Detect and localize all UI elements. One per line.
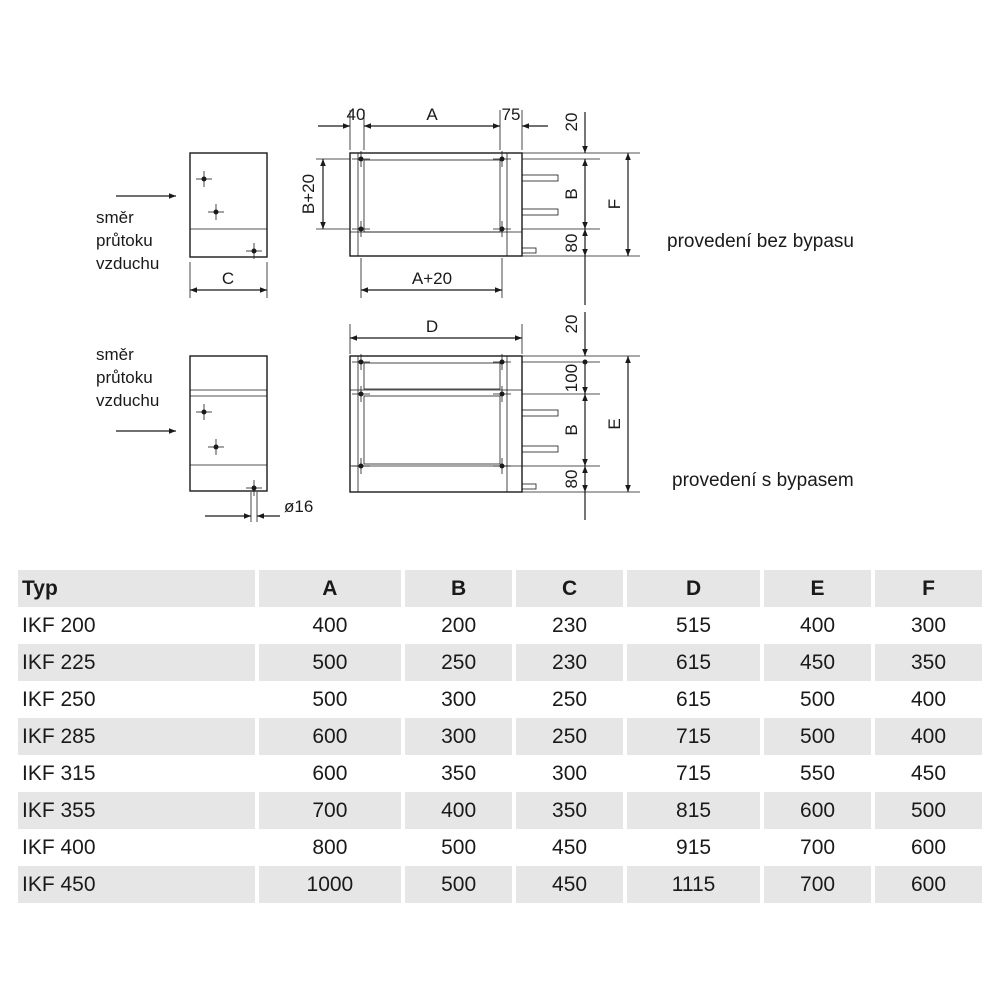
cell-b: 300 xyxy=(405,718,512,755)
dim-40: 40 xyxy=(346,105,366,124)
side-view-top xyxy=(190,153,267,298)
cell-c: 250 xyxy=(516,718,623,755)
cell-d: 715 xyxy=(627,718,760,755)
side-view-bottom xyxy=(190,356,313,522)
header-d: D xyxy=(627,570,760,607)
header-a: A xyxy=(259,570,402,607)
flow-label-bottom: směr průtoku vzduchu xyxy=(96,345,160,410)
cell-b: 400 xyxy=(405,792,512,829)
cell-f: 450 xyxy=(910,761,947,785)
caption-without-bypass: provedení bez bypasu xyxy=(667,231,854,252)
table-header-row xyxy=(18,570,982,607)
table-row xyxy=(18,755,982,792)
cell-a: 500 xyxy=(259,644,402,681)
cell-e: 500 xyxy=(764,718,871,755)
flow-label-top: směr průtoku vzduchu xyxy=(96,208,160,273)
cell-e: 400 xyxy=(800,613,836,637)
caption-with-bypass: provedení s bypasem xyxy=(672,470,854,491)
dim-d: D xyxy=(425,317,439,336)
dim-a: A xyxy=(426,105,438,124)
cell-b: 200 xyxy=(441,613,477,637)
header-f: F xyxy=(875,570,982,607)
cell-b: 300 xyxy=(441,687,477,711)
cell-a: 400 xyxy=(312,613,348,637)
table-row xyxy=(18,607,982,644)
cell-b: 500 xyxy=(405,866,512,903)
cell-d: 715 xyxy=(676,761,712,785)
cell-d: 615 xyxy=(676,687,712,711)
cell-f: 500 xyxy=(875,792,982,829)
cell-typ: IKF 225 xyxy=(18,644,255,681)
cell-typ: IKF 355 xyxy=(18,792,255,829)
dim-80-bottom: 80 xyxy=(562,469,581,489)
header-b: B xyxy=(405,570,512,607)
cell-c: 350 xyxy=(516,792,623,829)
cell-f: 600 xyxy=(910,835,947,859)
cell-d: 815 xyxy=(627,792,760,829)
cell-e: 500 xyxy=(800,687,836,711)
cell-e: 600 xyxy=(764,792,871,829)
dim-f: F xyxy=(605,198,624,210)
dim-b-bottom: B xyxy=(562,424,581,436)
dim-c: C xyxy=(221,269,235,288)
cell-d: 515 xyxy=(676,613,712,637)
cell-c: 230 xyxy=(552,613,588,637)
cell-b: 250 xyxy=(405,644,512,681)
cell-a: 1000 xyxy=(259,866,402,903)
dim-75: 75 xyxy=(501,105,521,124)
header-c: C xyxy=(516,570,623,607)
table-row xyxy=(18,792,982,829)
cell-c: 230 xyxy=(516,644,623,681)
table-row xyxy=(18,718,982,755)
table-row xyxy=(18,681,982,718)
dim-diameter-16: ø16 xyxy=(284,497,314,516)
dim-a-plus-20: A+20 xyxy=(411,269,453,288)
cell-d: 915 xyxy=(676,835,712,859)
dim-20-top: 20 xyxy=(562,112,581,132)
cell-typ: IKF 200 xyxy=(22,613,96,637)
cell-typ: IKF 315 xyxy=(22,761,96,785)
cell-e: 700 xyxy=(800,835,836,859)
header-e: E xyxy=(764,570,871,607)
cell-f: 350 xyxy=(875,644,982,681)
cell-a: 700 xyxy=(259,792,402,829)
cell-c: 300 xyxy=(552,761,588,785)
dimension-table xyxy=(14,570,986,903)
cell-f: 300 xyxy=(910,613,947,637)
header-typ: Typ xyxy=(18,570,255,607)
cell-a: 600 xyxy=(259,718,402,755)
dim-e: E xyxy=(605,418,624,430)
front-view-top xyxy=(299,105,558,298)
right-dims-top xyxy=(522,112,640,305)
cell-a: 600 xyxy=(312,761,348,785)
cell-c: 250 xyxy=(552,687,588,711)
cell-a: 500 xyxy=(312,687,348,711)
cell-typ: IKF 285 xyxy=(18,718,255,755)
cell-f: 600 xyxy=(875,866,982,903)
cell-e: 450 xyxy=(764,644,871,681)
cell-f: 400 xyxy=(875,718,982,755)
cell-typ: IKF 450 xyxy=(18,866,255,903)
table-row xyxy=(18,644,982,681)
dim-b-plus-20: B+20 xyxy=(299,173,318,215)
dim-100: 100 xyxy=(562,363,581,393)
cell-e: 550 xyxy=(800,761,836,785)
table-row xyxy=(18,829,982,866)
cell-f: 400 xyxy=(910,687,947,711)
cell-c: 450 xyxy=(552,835,588,859)
cell-d: 615 xyxy=(627,644,760,681)
table-row xyxy=(18,866,982,903)
cell-a: 800 xyxy=(312,835,348,859)
cell-d: 1115 xyxy=(627,866,760,903)
cell-typ: IKF 250 xyxy=(22,687,96,711)
dim-20-bottom: 20 xyxy=(562,314,581,334)
cell-e: 700 xyxy=(764,866,871,903)
cell-b: 500 xyxy=(441,835,477,859)
cell-typ: IKF 400 xyxy=(22,835,96,859)
cell-b: 350 xyxy=(441,761,477,785)
dim-80-top: 80 xyxy=(562,233,581,253)
cell-c: 450 xyxy=(516,866,623,903)
dim-b-top: B xyxy=(562,188,581,200)
